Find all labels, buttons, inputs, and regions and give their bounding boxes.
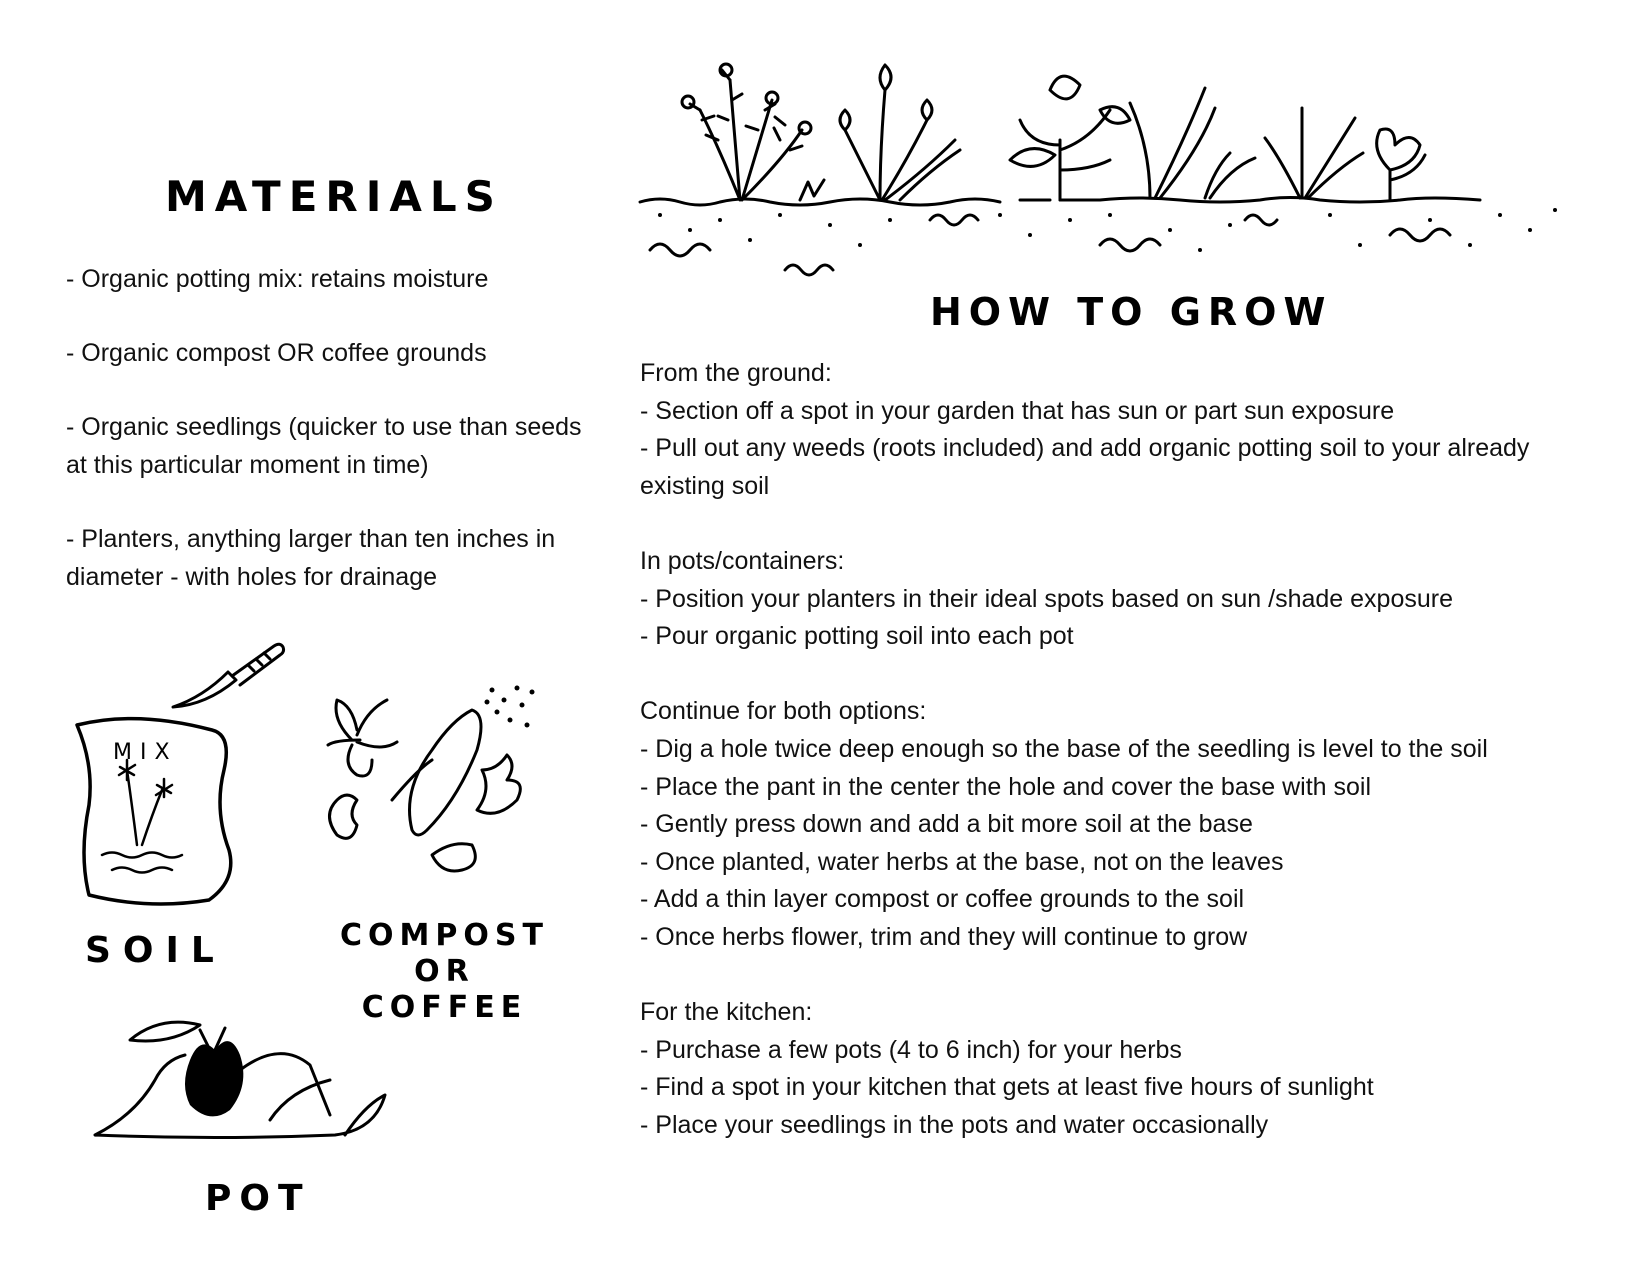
materials-list (66, 260, 606, 632)
compost-scraps-icon (322, 680, 552, 890)
section-pots (640, 543, 1640, 656)
section-line: - Add a thin layer compost or coffee grounds to the soil (640, 885, 1245, 914)
pot-label: POT (205, 1178, 311, 1219)
section-line: - Once planted, water herbs at the base, not on the leaves (640, 847, 1284, 876)
compost-label-line1: COMPOST (340, 918, 549, 953)
section-line: - Pour organic potting soil into each pot (640, 622, 1074, 651)
compost-label-line3: COFFEE (361, 990, 528, 1025)
section-heading: For the kitchen: (640, 998, 813, 1027)
trowel-icon (168, 635, 288, 715)
section-line: - Place your seedlings in the pots and water occasionally (640, 1110, 1269, 1139)
materials-item: - Planters, anything larger than ten inches in diameter - with holes for drainage (66, 525, 556, 591)
how-to-grow-body (640, 355, 1640, 1182)
materials-item: - Organic seedlings (quicker to use than seeds at this particular moment in time) (66, 413, 582, 479)
pot-figure-icon (90, 1010, 410, 1150)
section-line: - Find a spot in your kitchen that gets at least five hours of sunlight (640, 1073, 1374, 1102)
section-heading: Continue for both options: (640, 697, 927, 726)
materials-title: MATERIALS (165, 172, 503, 221)
compost-label-line2: OR (414, 954, 475, 989)
section-heading: In pots/containers: (640, 546, 845, 575)
soil-label: SOIL (85, 930, 226, 971)
section-line: - Pull out any weeds (roots included) and add organic potting soil to your already existing soil (640, 434, 1530, 500)
materials-item: - Organic compost OR coffee grounds (66, 339, 487, 367)
herb-garden-icon (630, 50, 1570, 290)
materials-item: - Organic potting mix: retains moisture (66, 265, 489, 293)
section-line: - Position your planters in their ideal spots based on sun /shade exposure (640, 584, 1453, 613)
bag-label: MIX (113, 740, 178, 765)
section-from-ground (640, 355, 1640, 505)
section-line: - Place the pant in the center the hole and cover the base with soil (640, 772, 1372, 801)
section-line: - Gently press down and add a bit more soil at the base (640, 810, 1253, 839)
section-heading: From the ground: (640, 359, 832, 387)
section-both-options (640, 693, 1640, 956)
section-line: - Dig a hole twice deep enough so the base of the seedling is level to the soil (640, 734, 1488, 763)
section-kitchen (640, 994, 1640, 1144)
how-to-grow-title: HOW TO GROW (930, 290, 1333, 334)
section-line: - Section off a spot in your garden that has sun or part sun exposure (640, 396, 1395, 425)
section-line: - Once herbs flower, trim and they will continue to grow (640, 922, 1248, 951)
section-line: - Purchase a few pots (4 to 6 inch) for your herbs (640, 1035, 1182, 1064)
